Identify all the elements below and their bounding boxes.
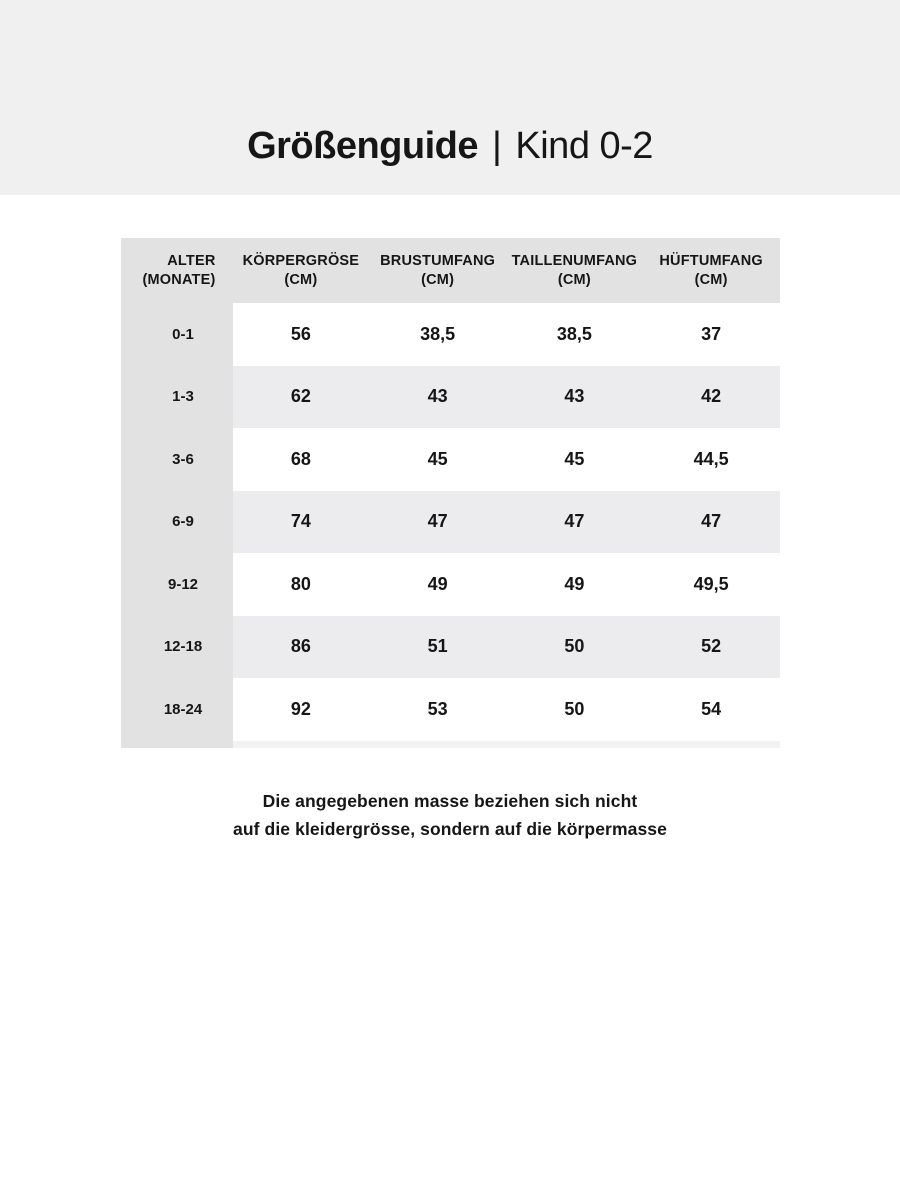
header-age-unit: (MONATE): [142, 271, 216, 288]
hip-cell: 52: [643, 616, 780, 679]
header-body-height-unit: (CM): [284, 271, 318, 288]
header-age: [121, 238, 233, 303]
hip-cell: 47: [643, 491, 780, 554]
table-header-row: [121, 238, 780, 303]
chest-cell: 45: [369, 428, 506, 491]
table-row: [121, 428, 780, 491]
hip-cell: 44,5: [643, 428, 780, 491]
table-bottom-strip: [121, 741, 780, 748]
header-hip-label: HÜFTUMFANG: [659, 252, 763, 269]
age-cell: 6-9: [121, 491, 233, 554]
age-cell: 9-12: [121, 553, 233, 616]
size-guide-table: [121, 238, 780, 748]
body-height-cell: 68: [233, 428, 370, 491]
chest-cell: 43: [369, 366, 506, 429]
header-body-height: [233, 238, 370, 303]
table-bottom-strip-age: [121, 741, 233, 748]
chest-cell: 47: [369, 491, 506, 554]
page-title-category: Kind 0-2: [515, 125, 653, 167]
waist-cell: 38,5: [506, 303, 643, 366]
age-cell: 12-18: [121, 616, 233, 679]
header-waist-unit: (CM): [557, 271, 591, 288]
title-banner: [0, 0, 900, 195]
measurement-note: [0, 787, 900, 844]
header-hip-unit: (CM): [694, 271, 728, 288]
header-chest: [369, 238, 506, 303]
waist-cell: 47: [506, 491, 643, 554]
header-age-label: ALTER: [167, 252, 216, 269]
measurement-note-line2: auf die kleidergrösse, sondern auf die körpermasse: [233, 819, 667, 839]
table-row: [121, 303, 780, 366]
hip-cell: 42: [643, 366, 780, 429]
body-height-cell: 92: [233, 678, 370, 741]
waist-cell: 50: [506, 678, 643, 741]
waist-cell: 49: [506, 553, 643, 616]
measurement-note-line1: Die angegebenen masse beziehen sich nicht: [262, 790, 638, 811]
age-cell: 3-6: [121, 428, 233, 491]
table-row: [121, 678, 780, 741]
page-title-main: Größenguide: [247, 125, 479, 167]
chest-cell: 51: [369, 616, 506, 679]
body-height-cell: 56: [233, 303, 370, 366]
waist-cell: 50: [506, 616, 643, 679]
age-cell: 1-3: [121, 366, 233, 429]
waist-cell: 43: [506, 366, 643, 429]
age-cell: 0-1: [121, 303, 233, 366]
waist-cell: 45: [506, 428, 643, 491]
page-title: [247, 125, 653, 168]
table-bottom-strip-rest: [233, 741, 780, 748]
table-row: [121, 553, 780, 616]
body-height-cell: 74: [233, 491, 370, 554]
header-waist-label: TAILLENUMFANG: [511, 252, 638, 269]
chest-cell: 49: [369, 553, 506, 616]
age-cell: 18-24: [121, 678, 233, 741]
body-height-cell: 86: [233, 616, 370, 679]
body-height-cell: 80: [233, 553, 370, 616]
hip-cell: 54: [643, 678, 780, 741]
header-chest-label: BRUSTUMFANG: [380, 252, 496, 269]
hip-cell: 49,5: [643, 553, 780, 616]
header-waist: [506, 238, 643, 303]
title-separator: |: [492, 125, 502, 167]
body-height-cell: 62: [233, 366, 370, 429]
table-row: [121, 616, 780, 679]
header-chest-unit: (CM): [421, 271, 455, 288]
chest-cell: 38,5: [369, 303, 506, 366]
header-body-height-label: KÖRPERGRÖSE: [242, 252, 360, 269]
header-hip: [643, 238, 780, 303]
hip-cell: 37: [643, 303, 780, 366]
table-row: [121, 491, 780, 554]
chest-cell: 53: [369, 678, 506, 741]
table-row: [121, 366, 780, 429]
